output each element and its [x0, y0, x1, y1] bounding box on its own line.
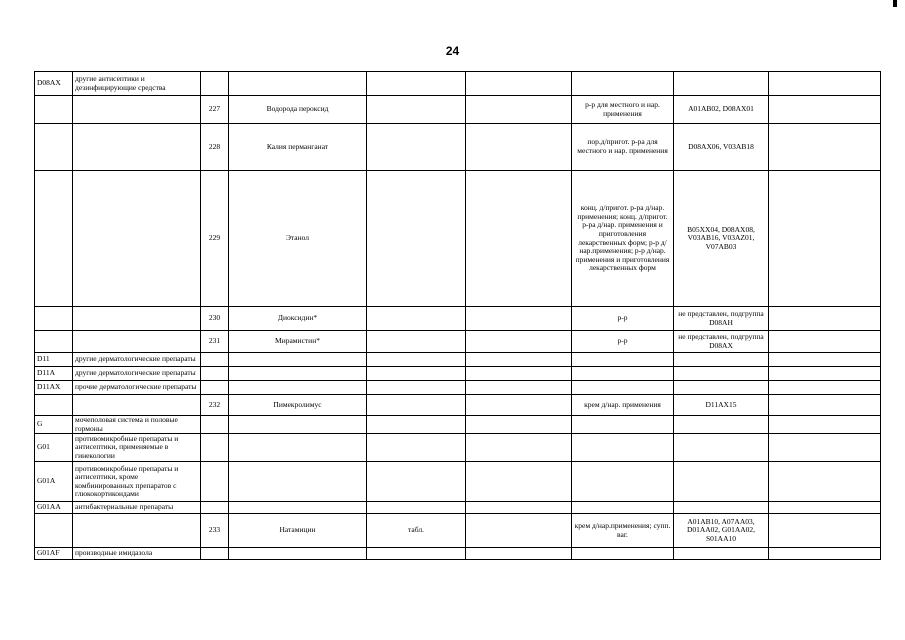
number-cell: 231 — [201, 331, 229, 353]
atc-code-cell: не представлен, подгруппа D08AX — [674, 331, 769, 353]
note-cell — [769, 434, 881, 462]
group-cell — [73, 331, 201, 353]
name-cell: Диоксидин* — [229, 307, 367, 331]
note-cell — [769, 353, 881, 367]
note-cell — [769, 502, 881, 514]
table-row — [35, 331, 881, 353]
dosage-form-cell — [572, 353, 674, 367]
extra-cell — [466, 416, 572, 434]
code-cell — [35, 171, 73, 307]
note-cell — [769, 462, 881, 502]
dosage-form-cell — [572, 502, 674, 514]
group-cell — [73, 514, 201, 548]
atc-code-cell: D08AX06, V03AB18 — [674, 124, 769, 171]
dosage-form-cell: крем д/нар. применения — [572, 395, 674, 416]
atc-code-cell — [674, 548, 769, 560]
extra-cell — [466, 353, 572, 367]
atc-code-cell: D11AX15 — [674, 395, 769, 416]
form-spec-cell: табл. — [367, 514, 466, 548]
number-cell: 229 — [201, 171, 229, 307]
dosage-form-cell — [572, 416, 674, 434]
scan-corner-mark — [893, 0, 897, 7]
extra-cell — [466, 395, 572, 416]
extra-cell — [466, 514, 572, 548]
dosage-form-cell — [572, 367, 674, 381]
note-cell — [769, 96, 881, 124]
atc-code-cell — [674, 502, 769, 514]
atc-code-cell — [674, 367, 769, 381]
name-cell — [229, 502, 367, 514]
name-cell — [229, 353, 367, 367]
table-row — [35, 548, 881, 560]
group-cell — [73, 171, 201, 307]
table-row — [35, 502, 881, 514]
atc-code-cell: не представлен, подгруппа D08AH — [674, 307, 769, 331]
extra-cell — [466, 548, 572, 560]
group-cell: противомикробные препараты и антисептики, применяемые в гинекологии — [73, 434, 201, 462]
atc-code-cell: B05XX04, D08AX08, V03AB16, V03AZ01, V07AB03 — [674, 171, 769, 307]
table-row — [35, 72, 881, 96]
table-row — [35, 462, 881, 502]
dosage-form-cell — [572, 462, 674, 502]
form-spec-cell — [367, 416, 466, 434]
number-cell — [201, 353, 229, 367]
atc-code-cell — [674, 72, 769, 96]
atc-code-cell: A01AB02, D08AX01 — [674, 96, 769, 124]
name-cell — [229, 462, 367, 502]
name-cell: Натамицин — [229, 514, 367, 548]
group-cell: мочеполовая система и половые гормоны — [73, 416, 201, 434]
atc-code-cell: A01AB10, A07AA03, D01AA02, G01AA02, S01AA10 — [674, 514, 769, 548]
group-cell: противомикробные препараты и антисептики, кроме комбинированных препаратов с глюкокортикоидами — [73, 462, 201, 502]
dosage-form-cell: конц. д/пригот. р-ра д/нар. применения; конц. д/пригот. р-ра д/нар. применения и приготовления лекарственных форм; р-р д/нар.применения; р-р д/нар. применения и приготовления лекарственных форм — [572, 171, 674, 307]
group-cell: прочие дерматологические препараты — [73, 381, 201, 395]
extra-cell — [466, 171, 572, 307]
code-cell: D11 — [35, 353, 73, 367]
name-cell — [229, 548, 367, 560]
table-row — [35, 367, 881, 381]
code-cell — [35, 331, 73, 353]
code-cell: G01A — [35, 462, 73, 502]
dosage-form-cell — [572, 548, 674, 560]
table-row — [35, 353, 881, 367]
table-row — [35, 395, 881, 416]
extra-cell — [466, 96, 572, 124]
note-cell — [769, 72, 881, 96]
note-cell — [769, 171, 881, 307]
table-row — [35, 171, 881, 307]
code-cell: G01AA — [35, 502, 73, 514]
form-spec-cell — [367, 331, 466, 353]
group-cell — [73, 395, 201, 416]
dosage-form-cell: р-р для местного и нар. применения — [572, 96, 674, 124]
table-row — [35, 381, 881, 395]
form-spec-cell — [367, 395, 466, 416]
name-cell — [229, 434, 367, 462]
group-cell: другие дерматологические препараты — [73, 353, 201, 367]
table-row — [35, 96, 881, 124]
number-cell: 230 — [201, 307, 229, 331]
number-cell — [201, 548, 229, 560]
group-cell: другие дерматологические препараты — [73, 367, 201, 381]
form-spec-cell — [367, 462, 466, 502]
group-cell: производные имидазола — [73, 548, 201, 560]
name-cell — [229, 416, 367, 434]
number-cell — [201, 367, 229, 381]
number-cell — [201, 72, 229, 96]
note-cell — [769, 395, 881, 416]
extra-cell — [466, 462, 572, 502]
number-cell: 233 — [201, 514, 229, 548]
number-cell: 228 — [201, 124, 229, 171]
atc-code-cell — [674, 462, 769, 502]
page-number: 24 — [445, 44, 460, 58]
code-cell: G01 — [35, 434, 73, 462]
atc-code-cell — [674, 416, 769, 434]
name-cell: Этанол — [229, 171, 367, 307]
code-cell: D08AX — [35, 72, 73, 96]
code-cell — [35, 96, 73, 124]
extra-cell — [466, 381, 572, 395]
table-row — [35, 434, 881, 462]
form-spec-cell — [367, 434, 466, 462]
code-cell — [35, 514, 73, 548]
form-spec-cell — [367, 171, 466, 307]
extra-cell — [466, 331, 572, 353]
atc-code-cell — [674, 381, 769, 395]
extra-cell — [466, 72, 572, 96]
number-cell — [201, 434, 229, 462]
name-cell: Пимекролимус — [229, 395, 367, 416]
dosage-form-cell: р-р — [572, 331, 674, 353]
table-row — [35, 514, 881, 548]
name-cell: Водорода пероксид — [229, 96, 367, 124]
note-cell — [769, 307, 881, 331]
code-cell: D11A — [35, 367, 73, 381]
number-cell: 227 — [201, 96, 229, 124]
group-cell — [73, 96, 201, 124]
number-cell — [201, 502, 229, 514]
name-cell — [229, 367, 367, 381]
code-cell — [35, 124, 73, 171]
name-cell — [229, 381, 367, 395]
extra-cell — [466, 502, 572, 514]
form-spec-cell — [367, 96, 466, 124]
code-cell: D11AX — [35, 381, 73, 395]
extra-cell — [466, 434, 572, 462]
note-cell — [769, 381, 881, 395]
dosage-form-cell — [572, 381, 674, 395]
name-cell: Мирамистин* — [229, 331, 367, 353]
form-spec-cell — [367, 367, 466, 381]
form-spec-cell — [367, 548, 466, 560]
name-cell — [229, 72, 367, 96]
group-cell: другие антисептики и дезинфицирующие средства — [73, 72, 201, 96]
code-cell: G01AF — [35, 548, 73, 560]
number-cell — [201, 381, 229, 395]
group-cell — [73, 124, 201, 171]
form-spec-cell — [367, 124, 466, 171]
atc-code-cell — [674, 434, 769, 462]
note-cell — [769, 124, 881, 171]
form-spec-cell — [367, 307, 466, 331]
form-spec-cell — [367, 381, 466, 395]
form-spec-cell — [367, 72, 466, 96]
extra-cell — [466, 124, 572, 171]
note-cell — [769, 548, 881, 560]
note-cell — [769, 331, 881, 353]
note-cell — [769, 514, 881, 548]
table-row — [35, 124, 881, 171]
table-row — [35, 307, 881, 331]
number-cell — [201, 416, 229, 434]
table-row — [35, 416, 881, 434]
name-cell: Калия перманганат — [229, 124, 367, 171]
group-cell: антибактериальные препараты — [73, 502, 201, 514]
number-cell — [201, 462, 229, 502]
dosage-form-cell: крем д/нар.применения; супп. ваг. — [572, 514, 674, 548]
extra-cell — [466, 307, 572, 331]
group-cell — [73, 307, 201, 331]
dosage-form-cell — [572, 72, 674, 96]
atc-code-cell — [674, 353, 769, 367]
dosage-form-cell: пор.д/пригот. р-ра для местного и нар. применения — [572, 124, 674, 171]
note-cell — [769, 367, 881, 381]
code-cell — [35, 395, 73, 416]
code-cell — [35, 307, 73, 331]
dosage-form-cell: р-р — [572, 307, 674, 331]
extra-cell — [466, 367, 572, 381]
drug-registry-table — [34, 71, 881, 560]
note-cell — [769, 416, 881, 434]
dosage-form-cell — [572, 434, 674, 462]
number-cell: 232 — [201, 395, 229, 416]
form-spec-cell — [367, 502, 466, 514]
form-spec-cell — [367, 353, 466, 367]
code-cell: G — [35, 416, 73, 434]
